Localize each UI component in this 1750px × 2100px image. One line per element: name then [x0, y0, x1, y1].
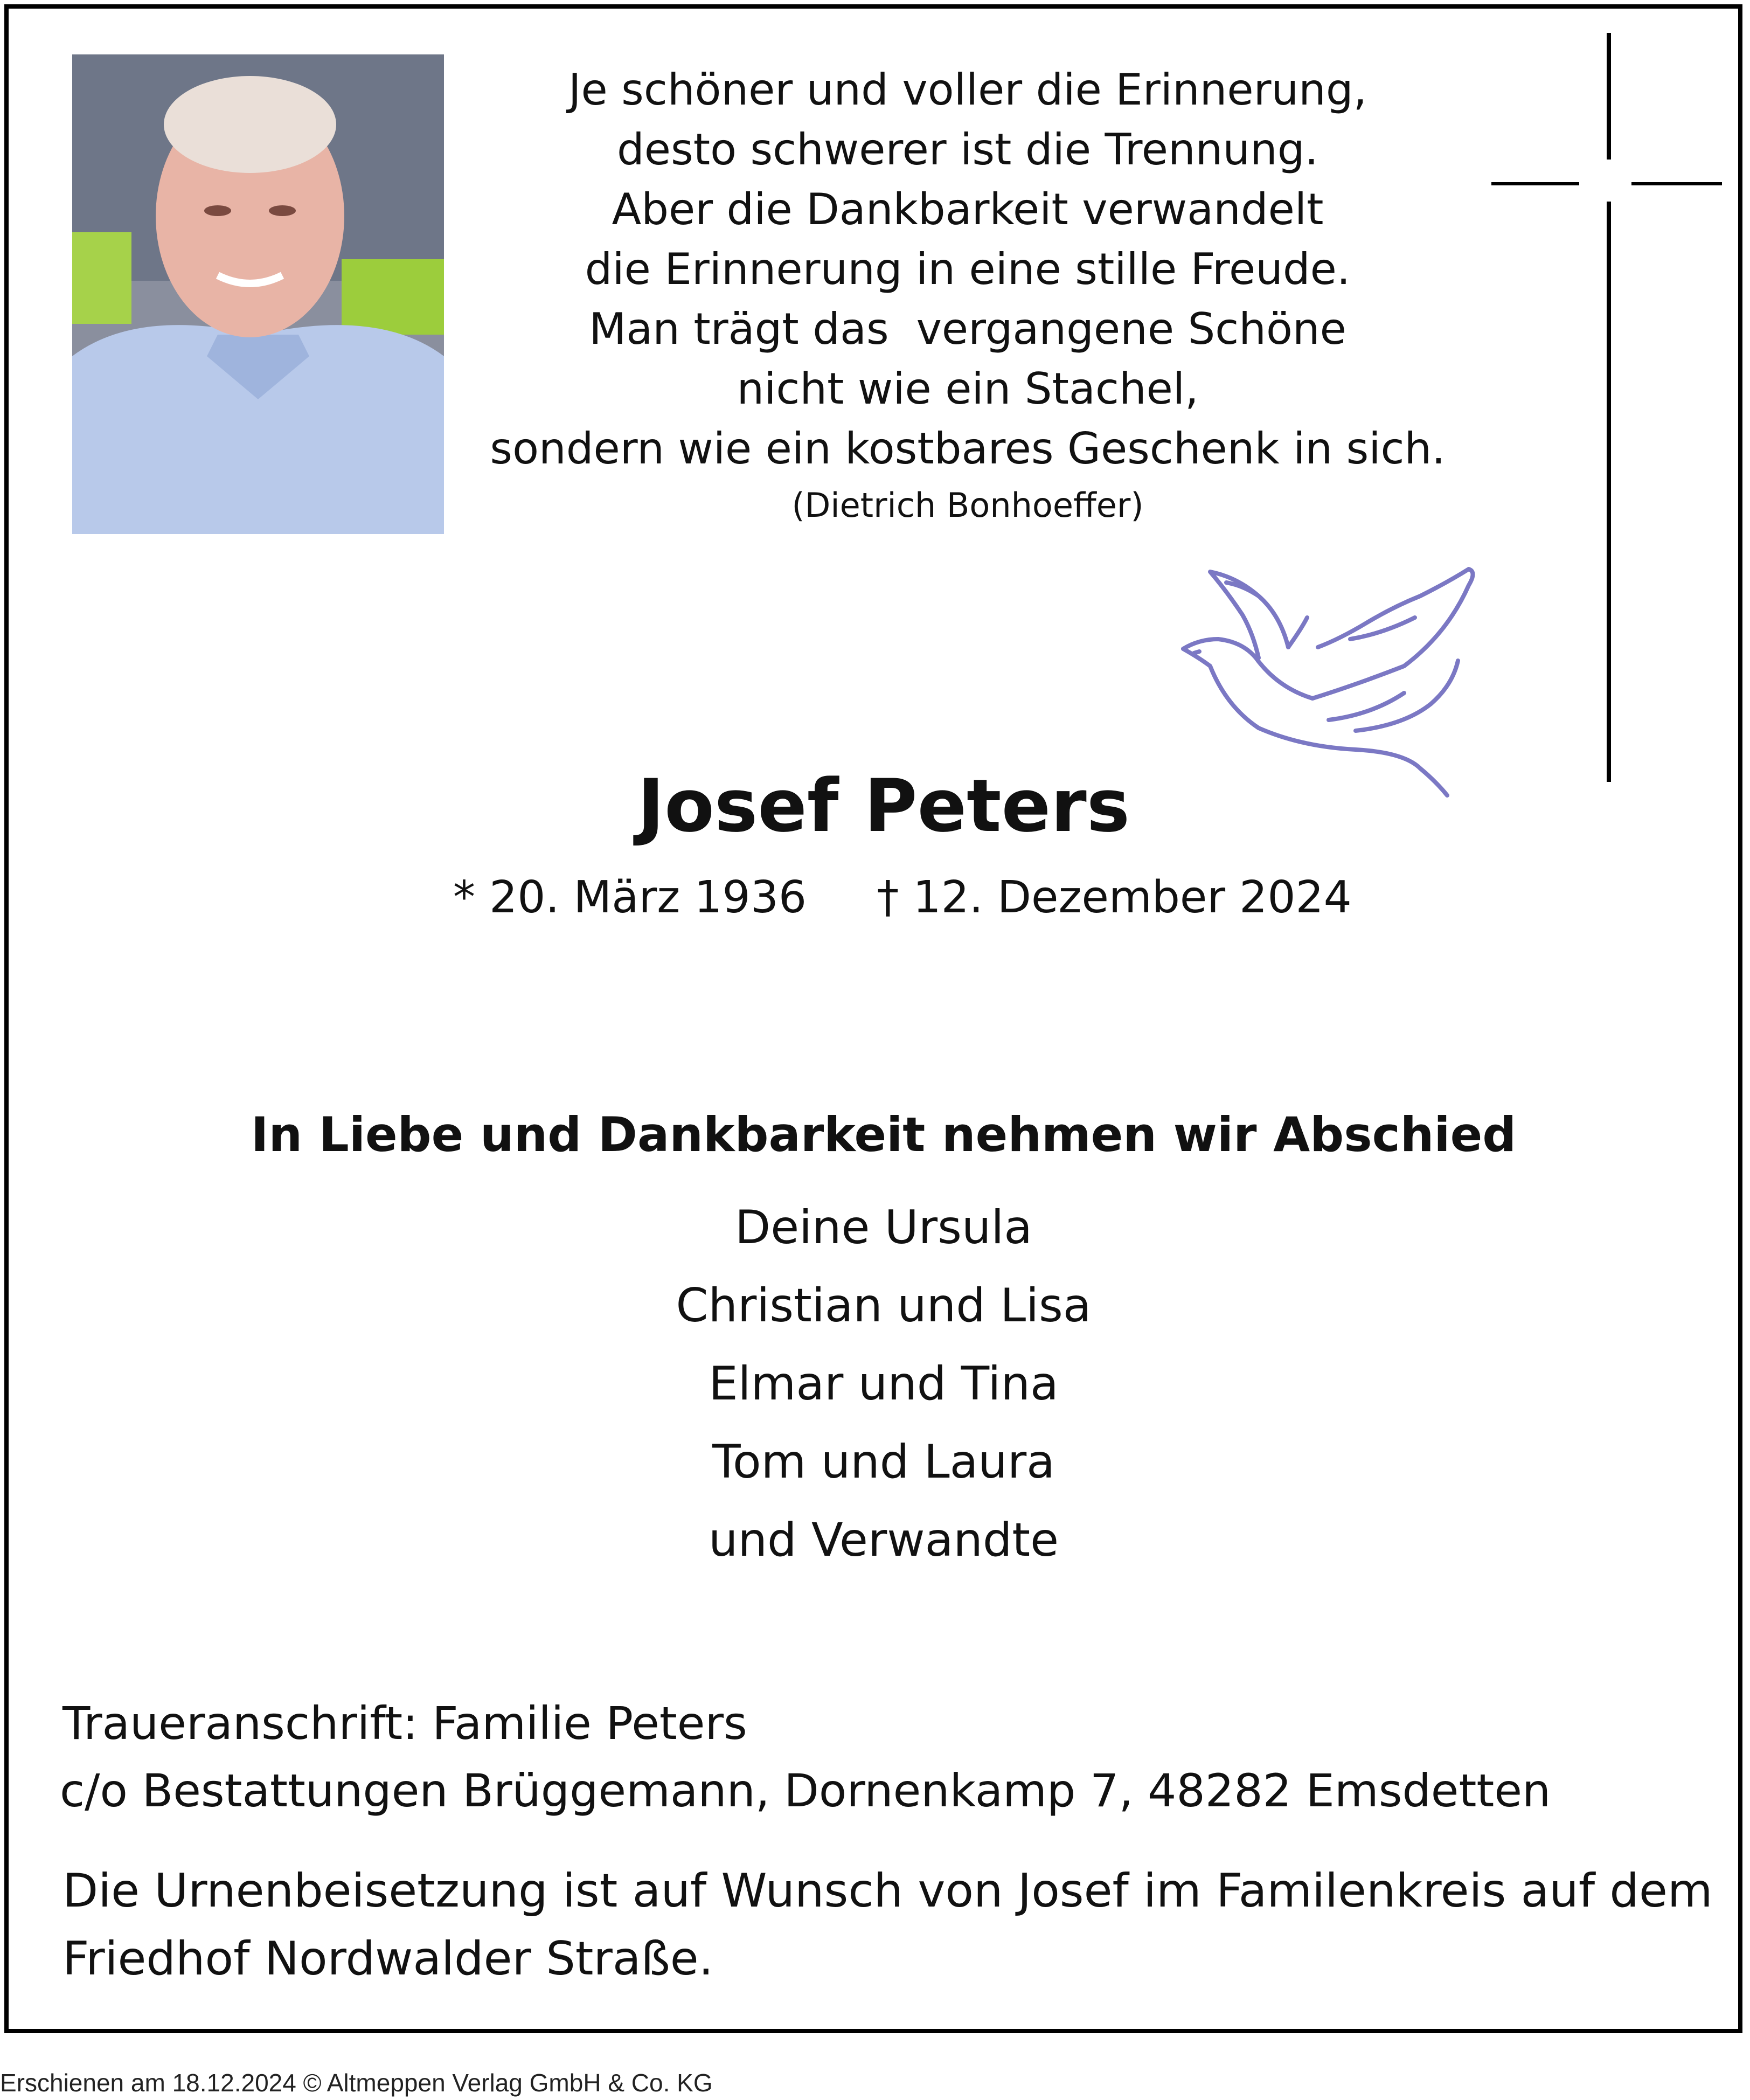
birth-date: * 20. März 1936 — [453, 872, 807, 923]
mourners-list — [9, 1189, 1750, 1579]
death-date: † 12. Dezember 2024 — [877, 872, 1352, 923]
farewell-heading: In Liebe und Dankbarkeit nehmen wir Abschied — [251, 1107, 1517, 1162]
quote-line: Je schöner und voller die Erinnerung, — [568, 65, 1367, 115]
quote-line: Man trägt das vergangene Schöne — [589, 304, 1346, 354]
quote-line: nicht wie ein Stachel, — [737, 364, 1199, 414]
mourner: und Verwandte — [708, 1513, 1059, 1567]
portrait-photo — [72, 54, 444, 534]
life-dates — [453, 868, 1352, 927]
mourner: Elmar und Tina — [709, 1357, 1059, 1411]
notice-frame — [4, 4, 1742, 2033]
quote-line: Aber die Dankbarkeit verwandelt — [612, 184, 1324, 234]
burial-note: Die Urnenbeisetzung ist auf Wunsch von Josef im Familenkreis auf dem Friedhof Nordwalder Straße. — [63, 1864, 1713, 1986]
mourner: Tom und Laura — [712, 1435, 1055, 1489]
quote-line: die Erinnerung in eine stille Freude. — [585, 244, 1351, 294]
quote-line: sondern wie ein kostbares Geschenk in sich. — [490, 424, 1446, 474]
quote-author: (Dietrich Bonhoeffer) — [791, 486, 1144, 525]
mourner: Christian und Lisa — [676, 1279, 1092, 1333]
quote-line: desto schwerer ist die Trennung. — [617, 124, 1318, 175]
mourning-address — [60, 1690, 1551, 1825]
address-line: c/o Bestattungen Brüggemann, Dornenkamp 7, 48282 Emsdetten — [60, 1764, 1551, 1817]
cross-icon — [1485, 30, 1727, 785]
address-line: Traueranschrift: Familie Peters — [63, 1697, 747, 1750]
deceased-name: Josef Peters — [637, 764, 1130, 848]
mourner: Deine Ursula — [735, 1201, 1032, 1255]
quote-block — [450, 60, 1485, 532]
publication-footer: Erschienen am 18.12.2024 © Altmeppen Verlag GmbH & Co. KG — [0, 2069, 713, 2097]
